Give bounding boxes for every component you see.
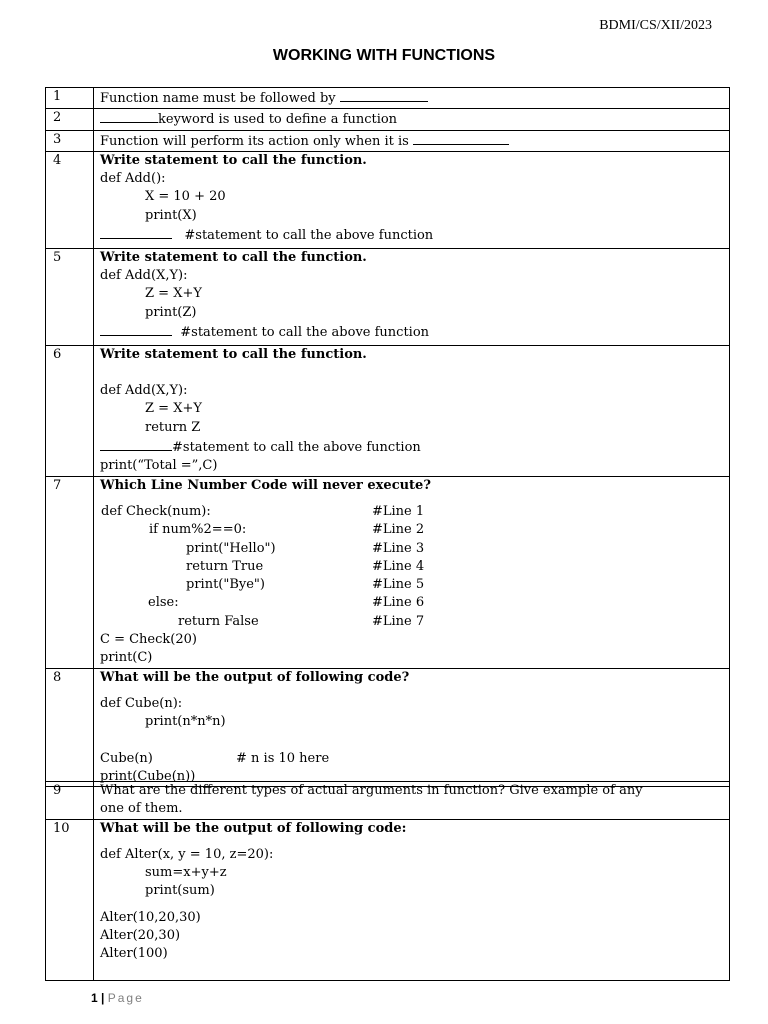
answer-blank — [100, 225, 172, 239]
question-row-10 — [46, 819, 730, 980]
question-number: 6 — [46, 345, 94, 476]
question-text: What are the different types of actual arguments in function? Give example of any — [100, 783, 643, 798]
question-number: 10 — [46, 819, 94, 980]
line-number-label: #Line 3 — [372, 540, 425, 556]
answer-blank — [340, 88, 428, 102]
question-number: 7 — [46, 476, 94, 668]
code-comment: #statement to call the above function — [172, 228, 434, 244]
code-line: print(n*n*n) — [145, 714, 226, 730]
code-line: def Add(X,Y): — [100, 383, 188, 399]
code-line: def Add(X,Y): — [100, 268, 188, 284]
code-line: Z = X+Y — [145, 401, 202, 417]
page-word: Page — [107, 991, 144, 1005]
question-text: Function will perform its action only when it is — [100, 133, 413, 149]
code-comment: # n is 10 here — [236, 750, 330, 766]
code-line: Alter(20,30) — [100, 928, 181, 944]
code-line: Alter(10,20,30) — [100, 909, 201, 925]
question-heading: What will be the output of following code: — [100, 820, 407, 836]
code-line: def Cube(n): — [100, 695, 183, 711]
question-row-4 — [46, 151, 730, 248]
question-heading: What will be the output of following code? — [100, 669, 410, 685]
code-line: Z = X+Y — [145, 286, 202, 302]
line-number-label: #Line 2 — [372, 522, 425, 538]
question-row-7 — [46, 476, 730, 668]
answer-blank — [100, 322, 172, 336]
question-number: 5 — [46, 248, 94, 345]
line-number-label: #Line 1 — [372, 503, 425, 519]
question-number: 4 — [46, 151, 94, 248]
code-line: return False — [178, 613, 259, 629]
code-line: if num%2==0: — [149, 522, 247, 538]
question-text: Function name must be followed by — [100, 91, 340, 106]
question-heading: Write statement to call the function. — [100, 346, 367, 362]
code-line: def Alter(x, y = 10, z=20): — [100, 846, 274, 862]
question-text: one of them. — [100, 801, 183, 817]
question-number: 8 — [46, 668, 94, 786]
code-line: Alter(100) — [100, 946, 168, 962]
line-number-label: #Line 5 — [372, 577, 425, 593]
code-line: print(sum) — [145, 883, 215, 899]
page-title: WORKING WITH FUNCTIONS — [272, 47, 496, 64]
line-number-label: #Line 6 — [372, 595, 425, 611]
question-heading: Write statement to call the function. — [100, 249, 367, 265]
code-line: return Z — [145, 419, 201, 435]
question-number: 9 — [46, 782, 94, 820]
code-line: print(C) — [100, 650, 153, 666]
code-line: print("Hello") — [186, 540, 276, 556]
question-number: 3 — [46, 130, 94, 151]
code-comment: #statement to call the above function — [172, 325, 430, 341]
code-line: def Add(): — [100, 171, 166, 187]
question-row-5 — [46, 248, 730, 345]
question-table — [45, 87, 730, 787]
document-code: BDMI/CS/XII/2023 — [599, 18, 712, 33]
line-number-label: #Line 7 — [372, 613, 425, 629]
question-row-8 — [46, 668, 730, 786]
question-row-9 — [46, 782, 730, 820]
footer-separator: | — [97, 991, 108, 1005]
code-line: print(Cube(n)) — [100, 768, 196, 784]
code-comment: #statement to call the above function — [172, 440, 421, 456]
code-line: X = 10 + 20 — [145, 189, 226, 205]
answer-blank — [100, 437, 172, 451]
answer-blank — [413, 131, 509, 145]
question-heading: Write statement to call the function. — [100, 152, 367, 168]
question-number: 1 — [46, 88, 94, 109]
line-number-label: #Line 4 — [372, 558, 425, 574]
question-row-6 — [46, 345, 730, 476]
code-line: sum=x+y+z — [145, 865, 227, 881]
question-row-1 — [46, 88, 730, 109]
code-line: print(“Total =”,C) — [100, 458, 218, 474]
question-text: keyword is used to define a function — [158, 112, 398, 128]
code-line: print(X) — [145, 207, 197, 223]
code-line: print(Z) — [145, 304, 197, 320]
question-heading: Which Line Number Code will never execute? — [100, 477, 431, 493]
answer-blank — [100, 109, 158, 123]
page-number: 1 — [91, 991, 98, 1005]
code-line: else: — [148, 595, 179, 611]
code-line: print("Bye") — [186, 577, 265, 593]
code-line: C = Check(20) — [100, 632, 197, 648]
code-line: return True — [186, 558, 264, 574]
page-footer — [91, 991, 144, 1005]
question-row-2 — [46, 109, 730, 130]
question-number: 2 — [46, 109, 94, 130]
question-row-3 — [46, 130, 730, 151]
question-table-continued — [45, 781, 730, 981]
code-line: def Check(num): — [101, 503, 211, 519]
code-line: Cube(n) — [100, 750, 153, 766]
